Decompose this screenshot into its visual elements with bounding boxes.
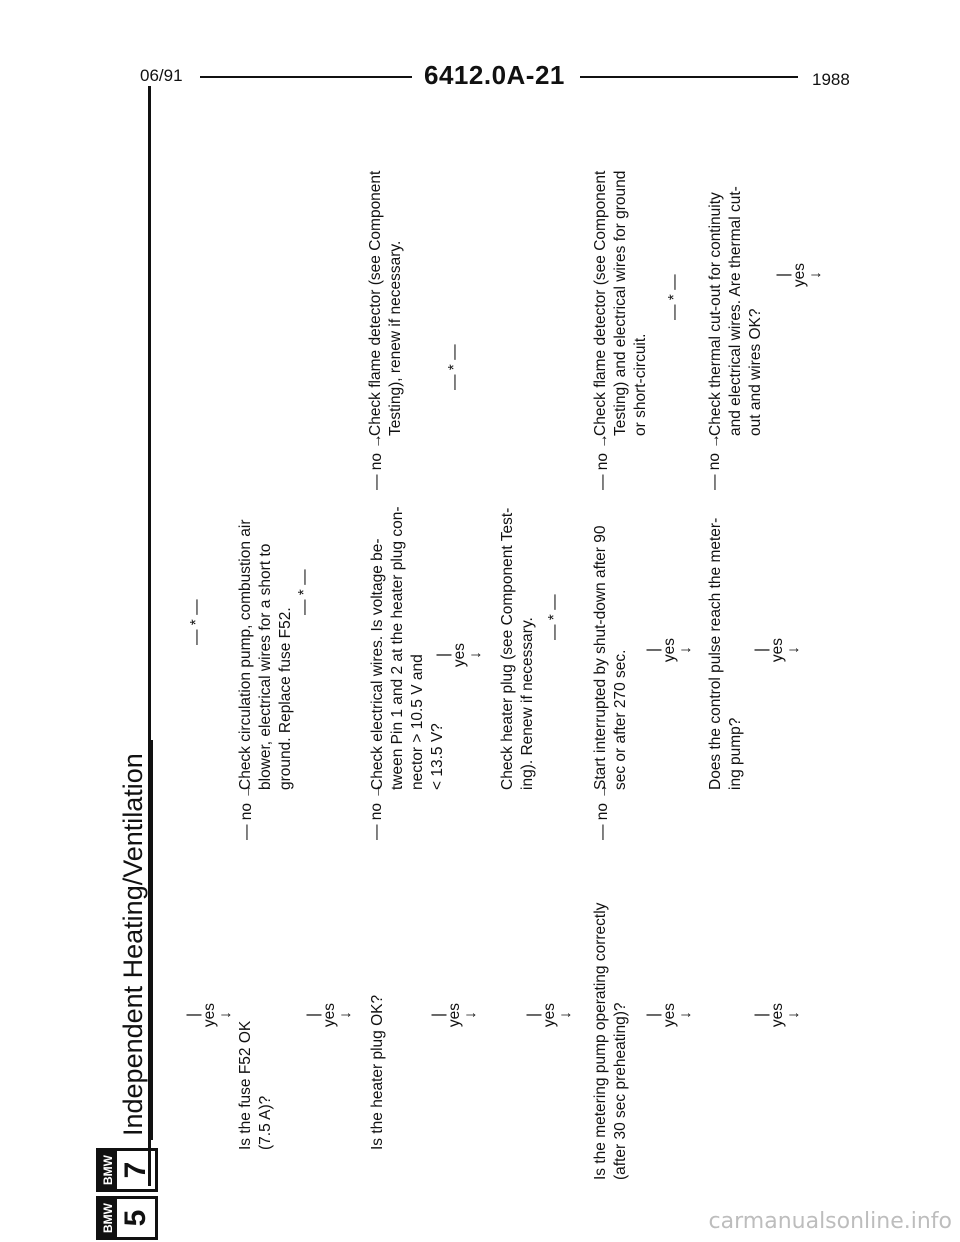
no-arrow: — no → [594, 783, 611, 840]
action-check-flame-detector: Check flame detector (see Component Testing), renew if necessary. [367, 170, 404, 436]
action-check-flame-detector-wires: Check flame detector (see Component Testing) and electrical wires for ground or short-circuit. [592, 170, 649, 436]
title-rule [150, 740, 153, 1140]
action-check-heater-plug: Check heater plug (see Component Test- ing). Renew if necessary. [499, 507, 536, 790]
watermark: carmanualsonline.info [708, 1209, 952, 1234]
question-fuse-f52: Is the fuse F52 OK (7.5 A)? [237, 1020, 274, 1150]
end-marker: — * — [188, 599, 205, 645]
end-marker: — * — [446, 344, 463, 390]
header-code: 6412.0A-21 [424, 60, 565, 90]
no-arrow: — no → [368, 783, 385, 840]
yes-branch: | yes ↓ [753, 1002, 802, 1028]
yes-branch: | yes ↓ [525, 1002, 574, 1028]
header-rule-right [580, 76, 798, 78]
question-control-pulse: Does the control pulse reach the meter- ing pump? [707, 517, 744, 790]
badge-series-5 [96, 1196, 158, 1240]
badge-series-7 [96, 1148, 158, 1192]
badge-number: 5 [119, 1209, 152, 1227]
page-header [0, 58, 960, 98]
yes-branch: | yes ↓ [435, 642, 484, 668]
end-marker: — * — [296, 569, 313, 615]
badge-number: 7 [119, 1161, 152, 1179]
question-heater-plug: Is the heater plug OK? [369, 994, 386, 1150]
question-voltage-check: Check electrical wires. Is voltage be- tween Pin 1 and 2 at the heater plug con- nector > 10.5 V and < 13.5 V? [369, 506, 446, 790]
header-date: 06/91 [140, 66, 183, 85]
yes-branch: | yes ↓ [185, 1002, 234, 1028]
yes-branch: | yes ↓ [753, 637, 802, 663]
bmw-series-badge [96, 1148, 160, 1240]
section-title: Independent Heating/Ventilation [118, 753, 148, 1136]
yes-branch: | yes ↓ [305, 1002, 354, 1028]
action-check-circulation-pump: Check circulation pump, combustion air blower, electrical wires for a short to ground. Replace fuse F52. [237, 519, 294, 790]
end-marker: — * — [546, 594, 563, 640]
end-marker: — * — [666, 274, 683, 320]
yes-branch: | yes ↓ [775, 262, 824, 288]
header-year: 1988 [812, 70, 850, 89]
yes-branch: | yes ↓ [645, 1002, 694, 1028]
header-rule-left [200, 76, 412, 78]
flowchart-page [86, 140, 846, 1240]
no-arrow: — no → [706, 433, 723, 490]
question-metering-pump: Is the metering pump operating correctly (after 30 sec preheating)? [592, 902, 629, 1180]
no-arrow: — no → [238, 783, 255, 840]
no-arrow: — no → [594, 433, 611, 490]
question-thermal-cutout: Check thermal cut-out for continuity and electrical wires. Are thermal cut- out and wires OK? [707, 186, 764, 436]
question-start-interrupted: Start interrupted by shut-down after 90 sec or after 270 sec. [592, 525, 629, 790]
yes-branch: | yes ↓ [645, 637, 694, 663]
badge-brand-label: BMW [99, 1199, 117, 1237]
badge-brand-label: BMW [99, 1151, 117, 1189]
no-arrow: — no → [368, 433, 385, 490]
yes-branch: | yes ↓ [430, 1002, 479, 1028]
